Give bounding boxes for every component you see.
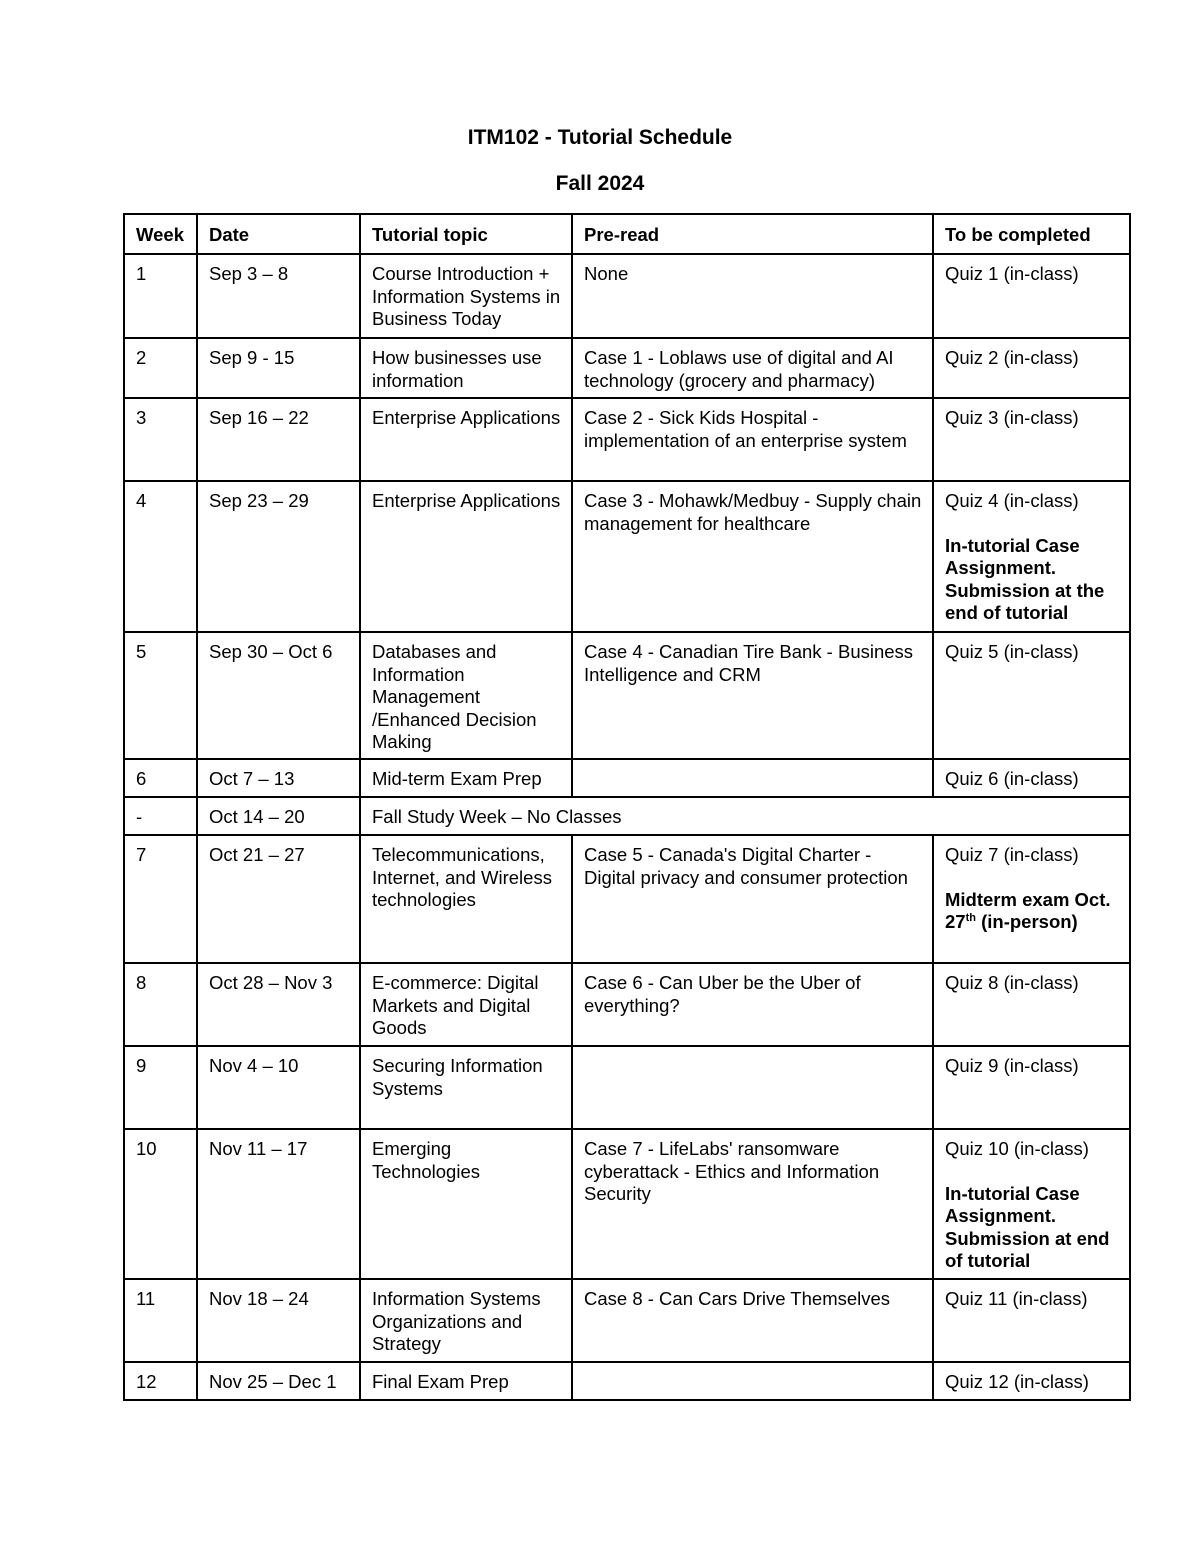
topic-cell: Securing Information Systems: [360, 1046, 572, 1129]
topic-cell: Emerging Technologies: [360, 1129, 572, 1279]
date-cell: Nov 11 – 17: [197, 1129, 360, 1279]
study-week-banner: Fall Study Week – No Classes: [360, 797, 1130, 835]
date-cell: Oct 21 – 27: [197, 835, 360, 963]
todo-cell: Quiz 2 (in-class): [933, 338, 1130, 398]
date-cell: Nov 4 – 10: [197, 1046, 360, 1129]
topic-cell: Final Exam Prep: [360, 1362, 572, 1400]
schedule-table: [123, 213, 1131, 1401]
topic-cell: Telecommunications, Internet, and Wireless technologies: [360, 835, 572, 963]
date-cell: Sep 30 – Oct 6: [197, 632, 360, 759]
todo-cell: [933, 481, 1130, 632]
midterm-format-text: (in-person): [975, 911, 1078, 932]
week-cell: 5: [124, 632, 197, 759]
todo-cell: [933, 835, 1130, 963]
topic-cell: E-commerce: Digital Markets and Digital Goods: [360, 963, 572, 1046]
todo-cell: Quiz 3 (in-class): [933, 398, 1130, 481]
todo-cell: Quiz 9 (in-class): [933, 1046, 1130, 1129]
week-cell: 11: [124, 1279, 197, 1362]
table-row: [124, 1046, 1130, 1129]
table-row: [124, 481, 1130, 632]
preread-cell: [572, 759, 933, 797]
ordinal-suffix: th: [965, 911, 976, 924]
table-row: [124, 1279, 1130, 1362]
table-row: [124, 963, 1130, 1046]
table-row: [124, 1362, 1130, 1400]
preread-cell: None: [572, 254, 933, 338]
preread-cell: Case 2 - Sick Kids Hospital - implementation of an enterprise system: [572, 398, 933, 481]
preread-cell: Case 3 - Mohawk/Medbuy - Supply chain management for healthcare: [572, 481, 933, 632]
quiz-text: Quiz 4 (in-class): [945, 490, 1079, 511]
preread-cell: Case 6 - Can Uber be the Uber of everything?: [572, 963, 933, 1046]
header-date: Date: [197, 214, 360, 254]
topic-cell: Information Systems Organizations and Strategy: [360, 1279, 572, 1362]
topic-cell: How businesses use information: [360, 338, 572, 398]
table-row-study-week: [124, 797, 1130, 835]
week-cell: 3: [124, 398, 197, 481]
date-cell: Oct 7 – 13: [197, 759, 360, 797]
preread-cell: [572, 1046, 933, 1129]
date-cell: Oct 14 – 20: [197, 797, 360, 835]
todo-cell: Quiz 1 (in-class): [933, 254, 1130, 338]
topic-cell: Enterprise Applications: [360, 398, 572, 481]
header-preread: Pre-read: [572, 214, 933, 254]
header-todo: To be completed: [933, 214, 1130, 254]
week-cell: 6: [124, 759, 197, 797]
week-cell: 1: [124, 254, 197, 338]
todo-cell: Quiz 11 (in-class): [933, 1279, 1130, 1362]
week-cell: 4: [124, 481, 197, 632]
document-subtitle: Fall 2024: [555, 172, 645, 195]
table-header-row: [124, 214, 1130, 254]
table-row: [124, 632, 1130, 759]
preread-cell: Case 4 - Canadian Tire Bank - Business Intelligence and CRM: [572, 632, 933, 759]
todo-cell: Quiz 5 (in-class): [933, 632, 1130, 759]
table-row: [124, 338, 1130, 398]
header-topic: Tutorial topic: [360, 214, 572, 254]
document-title: ITM102 - Tutorial Schedule: [467, 126, 733, 149]
table-row: [124, 759, 1130, 797]
table-row: [124, 254, 1130, 338]
date-cell: Sep 3 – 8: [197, 254, 360, 338]
week-cell: 12: [124, 1362, 197, 1400]
todo-cell: Quiz 12 (in-class): [933, 1362, 1130, 1400]
case-assignment-note: In-tutorial Case Assignment. Submission at end of tutorial: [945, 1182, 1110, 1271]
quiz-text: Quiz 10 (in-class): [945, 1138, 1089, 1159]
midterm-note: [945, 889, 1119, 934]
date-cell: Oct 28 – Nov 3: [197, 963, 360, 1046]
date-cell: Sep 9 - 15: [197, 338, 360, 398]
week-cell: 2: [124, 338, 197, 398]
week-cell: 8: [124, 963, 197, 1046]
week-cell: 7: [124, 835, 197, 963]
preread-cell: Case 5 - Canada's Digital Charter - Digital privacy and consumer protection: [572, 835, 933, 963]
week-cell: -: [124, 797, 197, 835]
topic-cell: Databases and Information Management /Enhanced Decision Making: [360, 632, 572, 759]
midterm-date-text: Midterm exam Oct. 27: [945, 888, 1111, 932]
todo-cell: Quiz 6 (in-class): [933, 759, 1130, 797]
case-assignment-note: In-tutorial Case Assignment. Submission at the end of tutorial: [945, 534, 1105, 623]
week-cell: 10: [124, 1129, 197, 1279]
preread-cell: Case 8 - Can Cars Drive Themselves: [572, 1279, 933, 1362]
preread-cell: [572, 1362, 933, 1400]
quiz-text: Quiz 7 (in-class): [945, 844, 1079, 865]
week-cell: 9: [124, 1046, 197, 1129]
topic-cell: Mid-term Exam Prep: [360, 759, 572, 797]
topic-cell: Enterprise Applications: [360, 481, 572, 632]
date-cell: Sep 16 – 22: [197, 398, 360, 481]
todo-cell: Quiz 8 (in-class): [933, 963, 1130, 1046]
preread-cell: Case 7 - LifeLabs' ransomware cyberattack - Ethics and Information Security: [572, 1129, 933, 1279]
table-row: [124, 1129, 1130, 1279]
table-row: [124, 398, 1130, 481]
date-cell: Sep 23 – 29: [197, 481, 360, 632]
preread-cell: Case 1 - Loblaws use of digital and AI technology (grocery and pharmacy): [572, 338, 933, 398]
topic-cell: Course Introduction + Information Systems in Business Today: [360, 254, 572, 338]
table-row: [124, 835, 1130, 963]
date-cell: Nov 18 – 24: [197, 1279, 360, 1362]
date-cell: Nov 25 – Dec 1: [197, 1362, 360, 1400]
header-week: Week: [124, 214, 197, 254]
todo-cell: [933, 1129, 1130, 1279]
